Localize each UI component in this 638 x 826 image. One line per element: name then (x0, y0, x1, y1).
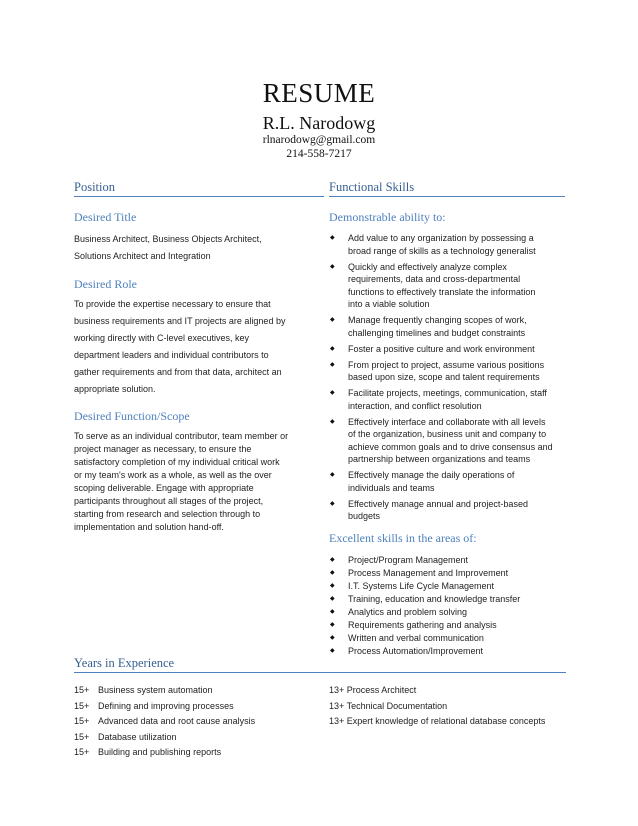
list-item (329, 343, 565, 356)
excellent-skills-heading: Excellent skills in the areas of: (329, 530, 477, 545)
list-item (329, 359, 565, 384)
diamond-bullet-icon: ◆ (330, 595, 335, 602)
demonstrable-heading: Demonstrable ability to: (329, 210, 446, 224)
skill-label: Training, education and knowledge transfer (348, 593, 521, 604)
diamond-bullet-icon: ◆ (330, 621, 335, 628)
diamond-bullet-icon: ◆ (330, 500, 335, 507)
list-item-line: Manage frequently changing scopes of work, (348, 315, 527, 325)
experience-row: 13+ Technical Documentation (329, 700, 448, 711)
desired-function-line: scoping deliverable. Engage with appropriate (74, 483, 254, 493)
desired-function-line: starting from research and selection through to (74, 509, 261, 519)
desired-function-line: implementation and solution hand-off. (74, 522, 224, 532)
experience-row (74, 730, 329, 746)
experience-row: 13+ Process Architect (329, 685, 417, 695)
desired-function-text (74, 430, 324, 534)
diamond-bullet-icon: ◆ (330, 556, 335, 563)
list-item-line: Foster a positive culture and work environment (348, 343, 535, 354)
list-item (329, 261, 565, 311)
diamond-bullet-icon: ◆ (330, 235, 335, 241)
desired-title-line: Business Architect, Business Objects Architect, (74, 234, 262, 244)
skill-label: Process Management and Improvement (348, 567, 509, 578)
list-item-line: achieve common goals and to drive consensus and (348, 441, 553, 452)
list-item (329, 567, 565, 580)
desired-function-line: project manager as necessary, to ensure the (74, 444, 252, 454)
list-item-line: requirements, data and cross-departmental (348, 274, 521, 284)
list-item (329, 632, 565, 645)
list-item-line: From project to project, assume various positions (348, 359, 545, 370)
experience-label: Business system automation (98, 685, 213, 695)
list-item-line: broad range of skills as a technology generalist (348, 245, 536, 256)
skill-label: Analytics and problem solving (348, 606, 468, 617)
list-item-line: functions to effectively translate the information (348, 286, 536, 297)
list-item-line: budgets (348, 511, 381, 521)
desired-role-line: business requirements and IT projects are aligned by (74, 316, 286, 326)
experience-years: 15+ (74, 700, 90, 711)
experience-years: 15+ (74, 747, 90, 757)
experience-years: 15+ (74, 731, 90, 742)
diamond-bullet-icon: ◆ (330, 317, 335, 323)
desired-function-line: participants throughout all stages of the project, (74, 496, 264, 506)
desired-function-line: satisfactory completion of my individual critical work (74, 457, 280, 467)
diamond-bullet-icon: ◆ (330, 608, 335, 615)
desired-role-line: appropriate solution. (74, 384, 156, 394)
experience-label: Advanced data and root cause analysis (98, 716, 256, 726)
diamond-bullet-icon: ◆ (330, 390, 335, 396)
list-item (329, 619, 565, 632)
experience-row: 13+ Expert knowledge of relational database concepts (329, 716, 546, 726)
skill-label: Process Automation/Improvement (348, 645, 484, 656)
list-item-line: challenging timelines and budget constraints (348, 327, 526, 338)
list-item-line: based upon size, scope and talent requirements (348, 372, 540, 382)
candidate-name: R.L. Narodowg (262, 113, 376, 133)
experience-row (74, 745, 329, 761)
list-item-line: Effectively manage annual and project-based (348, 498, 528, 509)
desired-function-line: To serve as an individual contributor, team member or (74, 431, 289, 441)
experience-label: Building and publishing reports (98, 747, 222, 757)
resume-title: RESUME (262, 78, 376, 108)
list-item-line: Effectively interface and collaborate with all levels (348, 416, 546, 427)
experience-heading: Years in Experience (74, 656, 566, 673)
experience-row (74, 699, 329, 715)
experience-years: 15+ (74, 716, 90, 726)
diamond-bullet-icon: ◆ (330, 634, 335, 641)
skill-label: Written and verbal communication (348, 632, 484, 643)
diamond-bullet-icon: ◆ (330, 418, 335, 425)
list-item-line: partnership between organizations and teams (348, 454, 531, 464)
desired-role-line: working directly with C-level executives, key (74, 333, 250, 343)
diamond-bullet-icon: ◆ (330, 582, 335, 589)
list-item (329, 593, 565, 606)
desired-role-line: department leaders and individual contributors to (74, 350, 269, 360)
candidate-phone: 214-558-7217 (286, 148, 352, 160)
desired-role-line: gather requirements and from that data, architect an (74, 367, 282, 377)
demonstrable-list (329, 232, 565, 523)
functional-skills-heading: Functional Skills (329, 180, 565, 197)
list-item (329, 580, 565, 593)
diamond-bullet-icon: ◆ (330, 263, 335, 270)
list-item-line: Quickly and effectively analyze complex (348, 261, 507, 272)
desired-role-heading: Desired Role (74, 277, 137, 291)
experience-label: Database utilization (98, 731, 177, 742)
desired-title-text (74, 231, 324, 265)
diamond-bullet-icon: ◆ (330, 361, 335, 368)
list-item-line: Add value to any organization by possessing a (348, 233, 534, 243)
desired-role-line: To provide the expertise necessary to ensure that (74, 299, 271, 309)
desired-function-heading: Desired Function/Scope (74, 409, 190, 423)
experience-years: 15+ (74, 685, 90, 695)
diamond-bullet-icon: ◆ (330, 569, 335, 576)
list-item (329, 498, 565, 523)
position-heading: Position (74, 180, 324, 197)
list-item (329, 387, 565, 412)
list-item (329, 232, 565, 257)
diamond-bullet-icon: ◆ (330, 345, 335, 352)
experience-row (74, 683, 329, 699)
candidate-email: rlnarodowg@gmail.com (262, 134, 376, 146)
experience-section (74, 656, 566, 761)
experience-right-list (329, 683, 566, 761)
excellent-skills-list (329, 554, 565, 658)
list-item-line: Effectively manage the daily operations of (348, 470, 515, 480)
list-item (329, 469, 565, 494)
experience-row (74, 714, 329, 730)
position-column (74, 180, 324, 534)
desired-title-line: Solutions Architect and Integration (74, 251, 211, 261)
list-item (329, 554, 565, 567)
resume-header (0, 78, 638, 161)
list-item-line: into a viable solution (348, 299, 430, 309)
list-item-line: individuals and teams (348, 482, 435, 493)
desired-title-heading: Desired Title (74, 210, 137, 224)
list-item (329, 416, 565, 466)
diamond-bullet-icon: ◆ (330, 647, 335, 654)
desired-function-line: or my team's work as a whole, as well as the over (74, 470, 272, 480)
skill-label: Requirements gathering and analysis (348, 619, 497, 630)
desired-role-text (74, 296, 324, 398)
list-item (329, 314, 565, 339)
skill-label: I.T. Systems Life Cycle Management (348, 580, 495, 591)
diamond-bullet-icon: ◆ (330, 472, 335, 478)
list-item-line: of the organization, business unit and company to (348, 429, 547, 439)
list-item-line: interaction, and conflict resolution (348, 400, 482, 411)
functional-skills-column (329, 180, 565, 658)
list-item-line: Facilitate projects, meetings, communication, staff (348, 388, 547, 398)
skill-label: Project/Program Management (348, 554, 469, 565)
list-item (329, 606, 565, 619)
experience-label: Defining and improving processes (98, 700, 234, 711)
experience-left-list (74, 683, 329, 761)
